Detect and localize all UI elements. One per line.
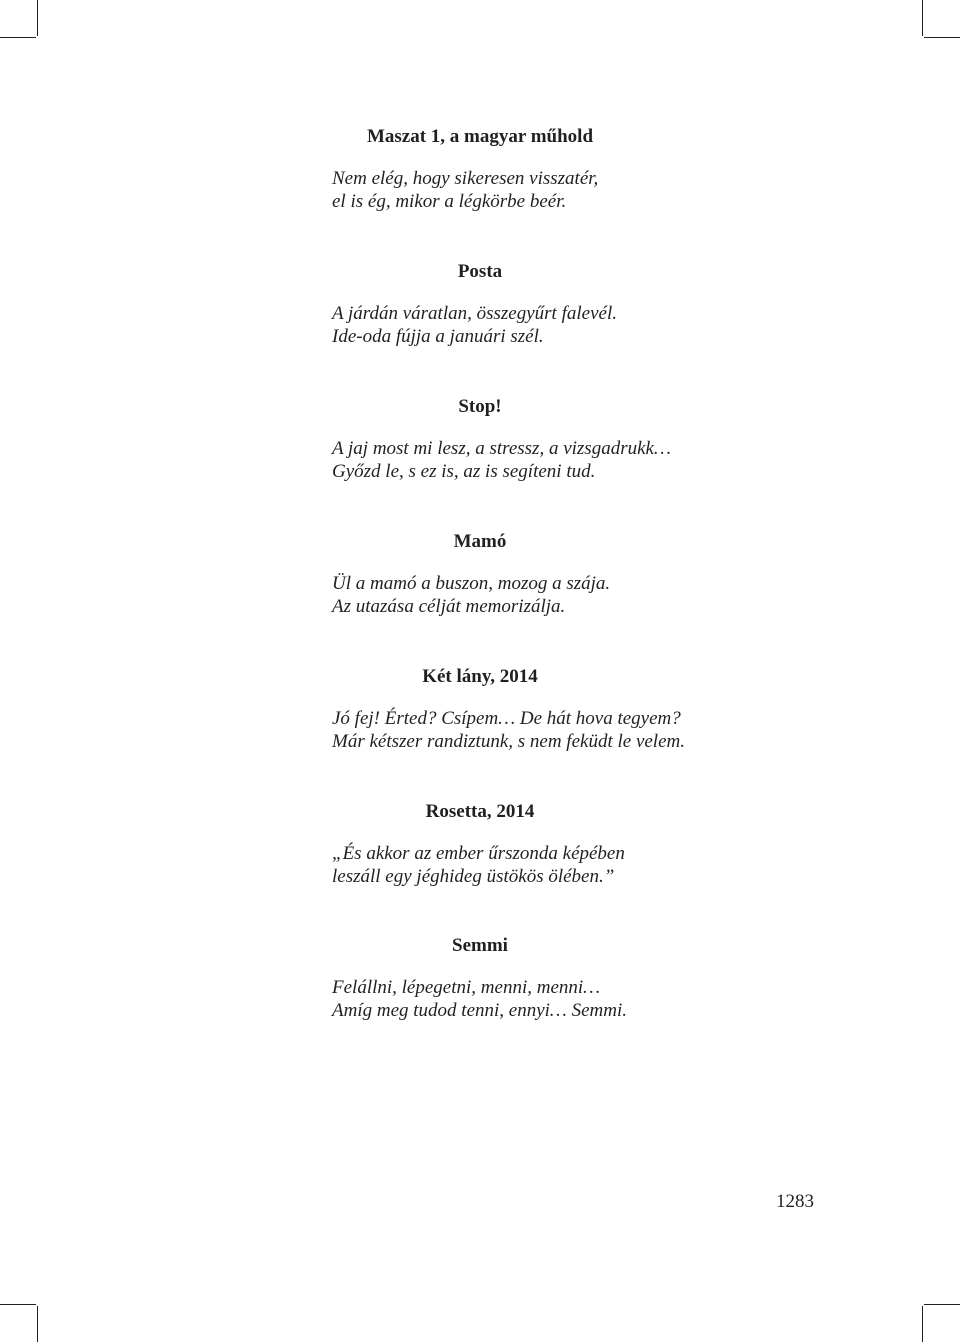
- poem-line: Nem elég, hogy sikeresen visszatér,: [332, 168, 599, 189]
- poem-line: Már kétszer randiztunk, s nem feküdt le velem.: [332, 731, 685, 752]
- poem-title: Maszat 1, a magyar műhold: [366, 126, 594, 147]
- poem-line: Felállni, lépegetni, menni, menni…: [332, 977, 601, 998]
- poem: [332, 530, 792, 618]
- poem-line: A jaj most mi lesz, a stressz, a vizsgadrukk…: [332, 438, 671, 459]
- poem-lines: [332, 572, 792, 618]
- poem: [332, 395, 792, 483]
- poem-lines: [332, 842, 792, 888]
- crop-mark-bottom-right-h: [924, 1304, 960, 1305]
- poem: [332, 934, 792, 1022]
- poem-line: leszáll egy jéghideg üstökös ölében.”: [332, 866, 615, 887]
- page-number: 1283: [776, 1191, 814, 1212]
- crop-mark-bottom-left: [37, 1306, 38, 1342]
- poem-line: Jó fej! Érted? Csípem… De hát hova tegyem?: [332, 708, 681, 729]
- poem: [332, 665, 792, 753]
- poem-line: Ide-oda fújja a januári szél.: [332, 326, 544, 347]
- poem-lines: [332, 976, 792, 1022]
- crop-mark-bottom-left-h: [0, 1304, 36, 1305]
- poem-line: el is ég, mikor a légkörbe beér.: [332, 191, 567, 212]
- crop-mark-top-right: [922, 0, 923, 36]
- poem-lines: [332, 437, 792, 483]
- poem: [332, 260, 792, 348]
- poem: [332, 800, 792, 888]
- poem-line: „És akkor az ember űrszonda képében: [332, 843, 625, 864]
- poem-title: Semmi: [452, 935, 508, 956]
- poem: [332, 125, 792, 213]
- poem-line: Amíg meg tudod tenni, ennyi… Semmi.: [332, 1000, 627, 1021]
- poem-title: Posta: [457, 261, 503, 282]
- crop-mark-top-right-h: [924, 37, 960, 38]
- crop-mark-top-left: [37, 0, 38, 36]
- poem-title: Rosetta, 2014: [425, 801, 535, 822]
- poem-title: Két lány, 2014: [422, 666, 538, 687]
- poem-line: A járdán váratlan, összegyűrt falevél.: [332, 303, 617, 324]
- poem-lines: [332, 167, 792, 213]
- poem-line: Az utazása célját memorizálja.: [332, 596, 566, 617]
- poem-title: Mamó: [453, 531, 507, 552]
- poem-lines: [332, 707, 792, 753]
- crop-mark-bottom-right: [922, 1306, 923, 1342]
- poem-line: Ül a mamó a buszon, mozog a szája.: [332, 573, 611, 594]
- poem-title: Stop!: [458, 396, 502, 417]
- poem-line: Győzd le, s ez is, az is segíteni tud.: [332, 461, 596, 482]
- poem-lines: [332, 302, 792, 348]
- crop-mark-top-left-h: [0, 37, 36, 38]
